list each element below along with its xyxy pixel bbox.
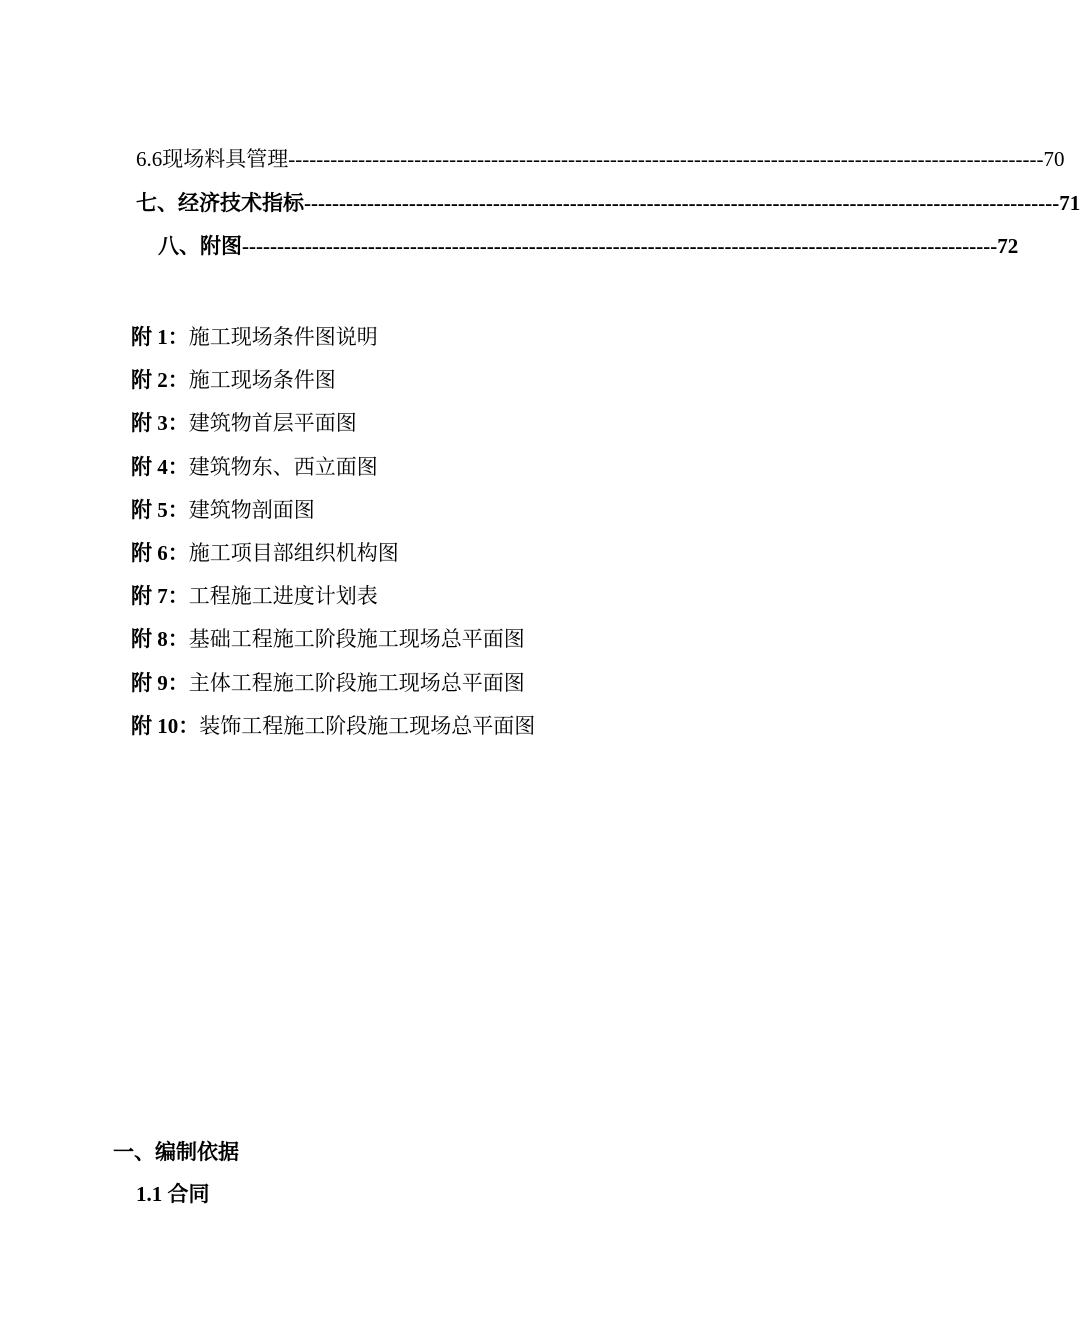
- toc-entry-page: 72: [997, 234, 1019, 258]
- appendix-item: [131, 446, 535, 489]
- appendix-item: [131, 402, 535, 445]
- appendix-label: 附 8：: [131, 627, 189, 652]
- toc-entry-page: 70: [1043, 147, 1065, 171]
- appendix-label: 附 2：: [131, 368, 189, 393]
- subsection-heading: 1.1 合同: [136, 1182, 210, 1206]
- toc-entry-title: 七、经济技术指标: [136, 191, 304, 215]
- appendix-text: 施工现场条件图说明: [188, 325, 378, 349]
- toc-entry-title: 八、附图: [158, 234, 242, 258]
- appendix-label: 附 10：: [131, 713, 200, 738]
- appendix-text: 工程施工进度计划表: [188, 584, 378, 609]
- toc-entry-chapter-8[interactable]: [158, 233, 1019, 259]
- appendix-text: 基础工程施工阶段施工现场总平面图: [188, 627, 525, 652]
- toc-leader-dots: ------------------------------------------------------------------------------------------------------------: [242, 234, 998, 258]
- toc-entry-6-6[interactable]: [136, 146, 1065, 172]
- appendix-item: [131, 532, 535, 575]
- appendix-item: [131, 662, 535, 705]
- appendix-label: 附 3：: [131, 411, 189, 436]
- appendix-text: 施工现场条件图: [188, 368, 336, 393]
- toc-leader-dots: ------------------------------------------------------------------------------------------------------------: [304, 191, 1060, 215]
- toc-leader-dots: ------------------------------------------------------------------------------------------------------------: [288, 147, 1044, 171]
- appendix-text: 施工项目部组织机构图: [188, 541, 399, 566]
- appendix-item: [131, 618, 535, 661]
- appendix-item: [131, 316, 535, 359]
- appendix-text: 建筑物东、西立面图: [188, 454, 378, 479]
- appendix-list: [131, 316, 535, 748]
- appendix-item: [131, 575, 535, 618]
- appendix-label: 附 4：: [131, 454, 189, 479]
- toc-entry-title: 6.6现场料具管理: [136, 147, 289, 171]
- appendix-label: 附 7：: [131, 584, 189, 609]
- toc-entry-chapter-7[interactable]: [136, 190, 1080, 216]
- appendix-label: 附 9：: [131, 670, 189, 695]
- appendix-label: 附 6：: [131, 541, 189, 566]
- section-heading: 一、编制依据: [113, 1140, 239, 1164]
- appendix-item: [131, 359, 535, 402]
- toc-entry-page: 71: [1059, 191, 1080, 215]
- appendix-text: 建筑物剖面图: [188, 497, 315, 522]
- appendix-text: 建筑物首层平面图: [188, 411, 357, 436]
- appendix-item: [131, 705, 535, 748]
- appendix-item: [131, 489, 535, 532]
- appendix-text: 装饰工程施工阶段施工现场总平面图: [199, 713, 536, 738]
- appendix-label: 附 5：: [131, 497, 189, 522]
- appendix-text: 主体工程施工阶段施工现场总平面图: [188, 670, 525, 695]
- appendix-label: 附 1：: [131, 325, 189, 349]
